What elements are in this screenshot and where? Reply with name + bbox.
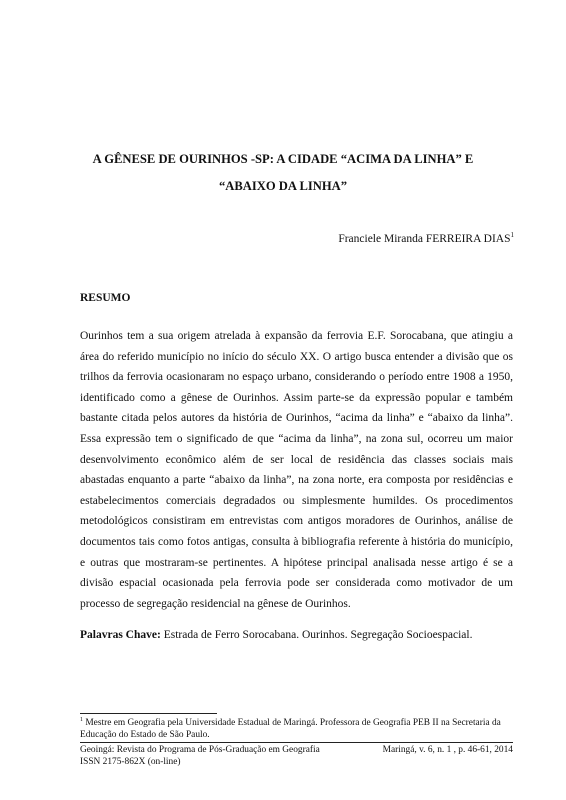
footer-separator <box>80 742 513 743</box>
keywords-line <box>80 625 513 645</box>
abstract-text: Ourinhos tem a sua origem atrelada à expansão da ferrovia E.F. Sorocabana, que atingiu a área do referido município no início do século XX. O artigo busca entender a divisão que os trilhos da ferrovia ocasionaram no espaço urbano, considerando o período entre 1908 a 1950, identificado como a gênese de Ourinhos. Assim parte-se da expressão popular e também bastante citada pelos autores da história de Ourinhos, “acima da linha” e “abaixo da linha”. Essa expressão tem o significado de que “acima da linha”, na zona sul, ocorreu um maior desenvolvimento econômico além de ser local de residência das classes sociais mais abastadas enquanto a parte “abaixo da linha”, na zona norte, era composta por residências e estabelecimentos comerciais degradados ou simplesmente humildes. Os procedimentos metodológicos consistiram em entrevistas com antigos moradores de Ourinhos, análise de documentos tais como fotos antigas, consulta à bibliografia referente à história do município, e outras que mostraram-se pertinentes. A hipótese principal analisada nesse artigo é se a divisão espacial ocasionada pela ferrovia pode ser considerada como motivador de um processo de segregação residencial na gênese de Ourinhos. <box>80 330 513 610</box>
title-line-1: A GÊNESE DE OURINHOS -SP: A CIDADE “ACIMA DA LINHA” E <box>92 152 474 166</box>
author-line <box>338 233 514 245</box>
journal-issn: ISSN 2175-862X (on-line) <box>80 757 181 767</box>
author-name: Franciele Miranda FERREIRA DIAS <box>338 233 511 245</box>
article-title <box>70 146 496 200</box>
footnote <box>80 718 513 741</box>
keywords-label: Palavras Chave: <box>80 629 161 641</box>
author-footnote-marker: 1 <box>510 231 514 240</box>
footnote-text: Mestre em Geografia pela Universidade Estadual de Maringá. Professora de Geografia PEB II na Secretaria da Educação do Estado de São Paulo. <box>80 718 501 740</box>
keywords-text: Estrada de Ferro Sorocabana. Ourinhos. Segregação Socioespacial. <box>160 629 473 641</box>
journal-citation: Maringá, v. 6, n. 1 , p. 46-61, 2014 <box>382 745 513 755</box>
abstract-heading: RESUMO <box>80 292 131 304</box>
footnote-separator <box>80 713 217 714</box>
title-line-2: “ABAIXO DA LINHA” <box>218 179 348 193</box>
footnote-marker: 1 <box>80 716 83 723</box>
journal-name: Geoingá: Revista do Programa de Pós-Graduação em Geografia <box>80 745 320 755</box>
